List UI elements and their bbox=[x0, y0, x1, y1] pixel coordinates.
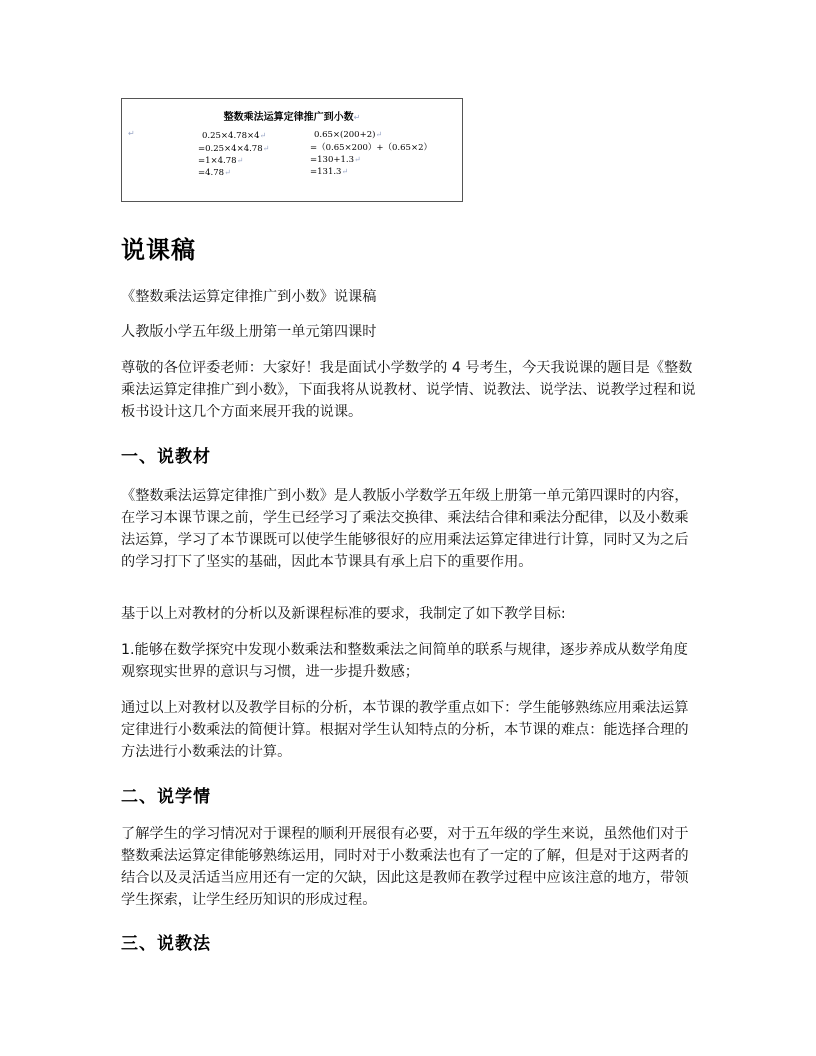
page-title: 说课稿 bbox=[121, 236, 196, 264]
section-heading-teaching-method: 三、说教法 bbox=[121, 934, 211, 954]
paragraph-mark-icon: ↵ bbox=[128, 129, 135, 138]
calc-example-title bbox=[122, 108, 462, 123]
calc-left-line-4: =4.78↵ bbox=[198, 168, 231, 178]
section-heading-students: 二、说学情 bbox=[121, 787, 211, 807]
textbook-paragraph-4: 通过以上对教材以及教学目标的分析，本节课的教学重点如下：学生能够熟练应用乘法运算定律进行小数乘法的简便计算。根据对学生认知特点的分析，本节课的难点：能选择合理的方法进行小数乘法的计算。 bbox=[121, 700, 689, 760]
textbook-paragraph-2: 基于以上对教材的分析以及新课程标准的要求，我制定了如下教学目标: bbox=[121, 606, 566, 622]
calc-example-image bbox=[121, 98, 463, 202]
calc-right-line-4: =131.3↵ bbox=[310, 167, 349, 177]
calc-left-line-3: =1×4.78↵ bbox=[198, 156, 244, 166]
calc-right-line-3: =130+1.3↵ bbox=[310, 155, 361, 165]
textbook-paragraph-1: 《整数乘法运算定律推广到小数》是人教版小学数学五年级上册第一单元第四课时的内容，在学习本课节课之前，学生已经学习了乘法交换律、乘法结合律和乘法分配律，以及小数乘法运算，学习了本节课既可以使学生能够很好的应用乘法运算定律进行计算，同时又为之后的学习打下了坚实的基础，因此本节课具有承上启下的重要作用。 bbox=[121, 488, 689, 570]
section-heading-textbook: 一、说教材 bbox=[121, 447, 211, 467]
textbook-paragraph-3: 1.能够在数学探究中发现小数乘法和整数乘法之间简单的联系与规律，逐步养成从数学角度观察现实世界的意识与习惯，进一步提升数感； bbox=[121, 642, 688, 680]
calc-right-line-1: 0.65×(200+2)↵ bbox=[314, 130, 383, 140]
calc-left-line-2: =0.25×4×4.78↵ bbox=[198, 144, 270, 154]
students-paragraph-1: 了解学生的学习情况对于课程的顺利开展很有必要，对于五年级的学生来说，虽然他们对于整数乘法运算定律能够熟练运用，同时对于小数乘法也有了一定的了解，但是对于这两者的结合以及灵活适当应用还有一定的欠缺，因此这是教师在教学过程中应该注意的地方，带领学生探索，让学生经历知识的形成过程。 bbox=[121, 826, 689, 908]
course-info: 人教版小学五年级上册第一单元第四课时 bbox=[121, 324, 377, 340]
calc-right-line-2: =（0.65×200）+（0.65×2） bbox=[310, 143, 432, 153]
intro-paragraph: 尊敬的各位评委老师：大家好！我是面试小学数学的 4 号考生，今天我说课的题目是《整数乘法运算定律推广到小数》，下面我将从说教材、说学情、说教法、说学法、说教学过程和说板书设计这几个方面来展开我的说课。 bbox=[121, 360, 696, 420]
calc-left-line-1: 0.25×4.78×4↵ bbox=[202, 131, 267, 141]
calc-title-text: 整数乘法运算定律推广到小数 bbox=[223, 112, 354, 123]
paragraph-mark-icon: ↵ bbox=[353, 113, 361, 122]
lesson-subtitle: 《整数乘法运算定律推广到小数》说课稿 bbox=[121, 289, 377, 305]
